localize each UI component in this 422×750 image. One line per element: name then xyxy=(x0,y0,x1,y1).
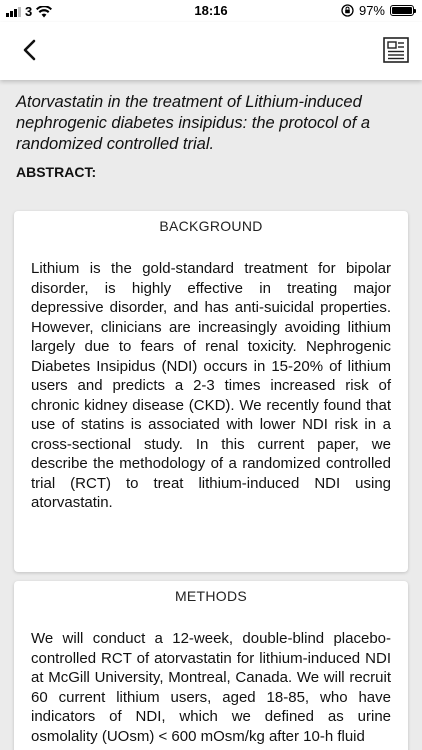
article-content[interactable] xyxy=(0,80,422,750)
background-heading: BACKGROUND xyxy=(159,218,263,234)
methods-text: We will conduct a 12-week, double-blind placebo-controlled RCT of atorvastatin for lithium-induced NDI at McGill University, Montreal, Canada. We will recruit 60 current lithium users, aged 18-85, who have indicators of NDI, which we defined as urine osmolality (UOsm) < 600 mOsm/kg after 10-h fluid xyxy=(31,630,391,745)
carrier-label: 3 xyxy=(25,4,33,19)
battery-icon xyxy=(390,5,414,16)
orientation-lock-icon xyxy=(341,4,354,17)
abstract-label: ABSTRACT: xyxy=(16,164,97,180)
battery-percent: 97% xyxy=(358,3,385,18)
methods-card xyxy=(14,581,408,750)
background-text: Lithium is the gold-standard treatment for bipolar disorder, is highly effective in treating major depressive disorder, and has anti-suicidal properties. However, clinicians are increasingly avoiding lithium largely due to fears of renal toxicity. Nephrogenic Diabetes Insipidus (NDI) occurs in 15-20% of lithium users and predicts a 2-3 times increased risk of chronic kidney disease (CKD). We recently found that use of statins is associated with lower NDI risk in a cross-sectional study. In this current paper, we describe the methodology of a randomized controlled trial (RCT) to treat lithium-induced NDI using atorvastatin. xyxy=(31,260,391,511)
background-card xyxy=(14,211,408,572)
navigation-bar xyxy=(0,22,422,80)
document-view-button[interactable] xyxy=(382,36,410,64)
document-layout-icon xyxy=(382,36,410,64)
clock: 18:16 xyxy=(194,3,228,18)
back-button[interactable] xyxy=(14,34,46,66)
methods-heading: METHODS xyxy=(174,588,248,604)
status-bar xyxy=(0,0,422,22)
chevron-left-icon xyxy=(21,38,39,62)
article-title: Atorvastatin in the treatment of Lithium-induced nephrogenic diabetes insipidus: the protocol of a randomized controlled trial. xyxy=(16,93,371,153)
status-right-group xyxy=(341,3,414,18)
